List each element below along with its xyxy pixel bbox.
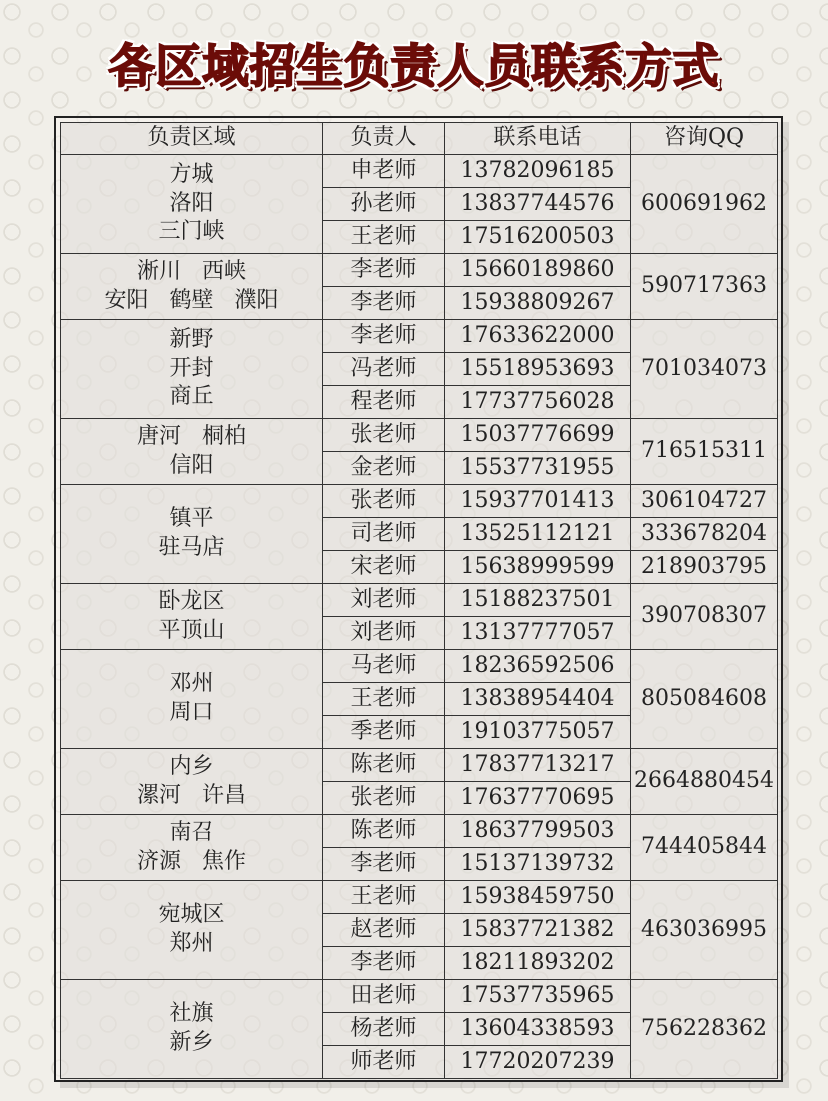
contact-name: 田老师 [323, 980, 445, 1013]
region-name: 淅川 西峡 [137, 258, 246, 284]
contact-name: 李老师 [323, 848, 445, 881]
contact-phone: 17633622000 [445, 320, 631, 353]
contact-phone: 13838954404 [445, 683, 631, 716]
contact-table [60, 122, 778, 1079]
contact-name: 刘老师 [323, 584, 445, 617]
region-cell [61, 650, 323, 749]
qq-number: 390708307 [631, 584, 778, 650]
header-phone: 联系电话 [445, 123, 631, 155]
qq-number: 306104727 [631, 485, 778, 518]
contact-name: 金老师 [323, 452, 445, 485]
region-name: 信阳 [169, 452, 214, 478]
contact-name: 冯老师 [323, 353, 445, 386]
table-row [61, 980, 778, 1013]
contact-name: 孙老师 [323, 188, 445, 221]
contact-name: 赵老师 [323, 914, 445, 947]
contact-name: 王老师 [323, 221, 445, 254]
region-name: 邓州 [169, 671, 214, 697]
contact-phone: 17837713217 [445, 749, 631, 782]
contact-phone: 17737756028 [445, 386, 631, 419]
region-name: 镇平 [169, 506, 214, 532]
region-name: 新乡 [169, 1030, 214, 1055]
contact-name: 杨老师 [323, 1013, 445, 1046]
qq-number: 805084608 [631, 650, 778, 749]
region-name: 三门峡 [158, 219, 225, 245]
region-cell [61, 980, 323, 1079]
contact-phone: 13782096185 [445, 155, 631, 188]
region-cell [61, 584, 323, 650]
region-name: 济源 焦作 [137, 848, 246, 874]
region-name: 唐河 桐柏 [137, 423, 246, 449]
contact-name: 张老师 [323, 782, 445, 815]
contact-phone: 15938459750 [445, 881, 631, 914]
region-name: 周口 [169, 700, 214, 725]
region-name: 驻马店 [158, 535, 225, 560]
qq-number: 716515311 [631, 419, 778, 485]
contact-name: 张老师 [323, 419, 445, 452]
region-cell [61, 749, 323, 815]
contact-phone: 17637770695 [445, 782, 631, 815]
region-name: 平顶山 [158, 617, 225, 643]
contact-name: 师老师 [323, 1046, 445, 1079]
contact-phone: 15188237501 [445, 584, 631, 617]
region-name: 南召 [169, 819, 214, 845]
table-row [61, 155, 778, 188]
contact-name: 陈老师 [323, 815, 445, 848]
contact-name: 马老师 [323, 650, 445, 683]
table-row [61, 881, 778, 914]
region-name: 社旗 [169, 1001, 214, 1027]
contact-name: 司老师 [323, 518, 445, 551]
table-row [61, 320, 778, 353]
region-cell [61, 881, 323, 980]
contact-name: 刘老师 [323, 617, 445, 650]
qq-number: 463036995 [631, 881, 778, 980]
qq-number: 701034073 [631, 320, 778, 419]
region-cell [61, 485, 323, 584]
contact-name: 张老师 [323, 485, 445, 518]
region-cell [61, 254, 323, 320]
qq-number: 600691962 [631, 155, 778, 254]
region-name: 商丘 [169, 384, 214, 410]
header-qq: 咨询QQ [631, 123, 778, 155]
contact-name: 王老师 [323, 881, 445, 914]
contact-phone: 15137139732 [445, 848, 631, 881]
contact-name: 王老师 [323, 683, 445, 716]
region-name: 开封 [169, 355, 214, 381]
header-person: 负责人 [323, 123, 445, 155]
contact-phone: 17516200503 [445, 221, 631, 254]
region-name: 宛城区 [158, 902, 225, 928]
table-row [61, 254, 778, 287]
contact-phone: 13525112121 [445, 518, 631, 551]
qq-number: 756228362 [631, 980, 778, 1079]
contact-phone: 15660189860 [445, 254, 631, 287]
region-name: 安阳 鹤壁 濮阳 [104, 287, 279, 313]
contact-phone: 15537731955 [445, 452, 631, 485]
region-name: 内乡 [169, 753, 214, 779]
header-region: 负责区域 [61, 123, 323, 155]
table-row [61, 485, 778, 518]
region-name: 漯河 许昌 [137, 782, 246, 808]
contact-phone: 17720207239 [445, 1046, 631, 1079]
table-row [61, 650, 778, 683]
contact-phone: 13137777057 [445, 617, 631, 650]
contact-phone: 18211893202 [445, 947, 631, 980]
contact-phone: 15837721382 [445, 914, 631, 947]
contact-name: 陈老师 [323, 749, 445, 782]
region-cell [61, 155, 323, 254]
table-body [61, 155, 778, 1079]
contact-name: 李老师 [323, 947, 445, 980]
table-row [61, 749, 778, 782]
header-row [61, 123, 778, 155]
qq-number: 2664880454 [631, 749, 778, 815]
qq-number: 744405844 [631, 815, 778, 881]
region-name: 郑州 [169, 931, 214, 956]
contact-name: 李老师 [323, 320, 445, 353]
region-cell [61, 815, 323, 881]
region-cell [61, 419, 323, 485]
region-name: 洛阳 [169, 190, 214, 216]
table-row [61, 815, 778, 848]
region-name: 方城 [169, 162, 214, 188]
contact-phone: 17537735965 [445, 980, 631, 1013]
table-row [61, 584, 778, 617]
contact-phone: 15938809267 [445, 287, 631, 320]
contact-phone: 18236592506 [445, 650, 631, 683]
contact-name: 李老师 [323, 287, 445, 320]
contact-phone: 13604338593 [445, 1013, 631, 1046]
region-name: 卧龙区 [158, 588, 225, 614]
table-row [61, 419, 778, 452]
page-title: 各区域招生负责人员联系方式 [108, 39, 720, 93]
contact-name: 季老师 [323, 716, 445, 749]
contact-phone: 15937701413 [445, 485, 631, 518]
region-name: 新野 [169, 327, 214, 353]
contact-phone: 13837744576 [445, 188, 631, 221]
contact-phone: 15638999599 [445, 551, 631, 584]
contact-phone: 19103775057 [445, 716, 631, 749]
contact-name: 程老师 [323, 386, 445, 419]
contact-phone: 15037776699 [445, 419, 631, 452]
contact-name: 申老师 [323, 155, 445, 188]
region-cell [61, 320, 323, 419]
contact-name: 宋老师 [323, 551, 445, 584]
qq-number: 590717363 [631, 254, 778, 320]
contact-phone: 18637799503 [445, 815, 631, 848]
qq-number: 218903795 [631, 551, 778, 584]
contact-sheet [54, 116, 783, 1082]
contact-name: 李老师 [323, 254, 445, 287]
contact-phone: 15518953693 [445, 353, 631, 386]
qq-number: 333678204 [631, 518, 778, 551]
